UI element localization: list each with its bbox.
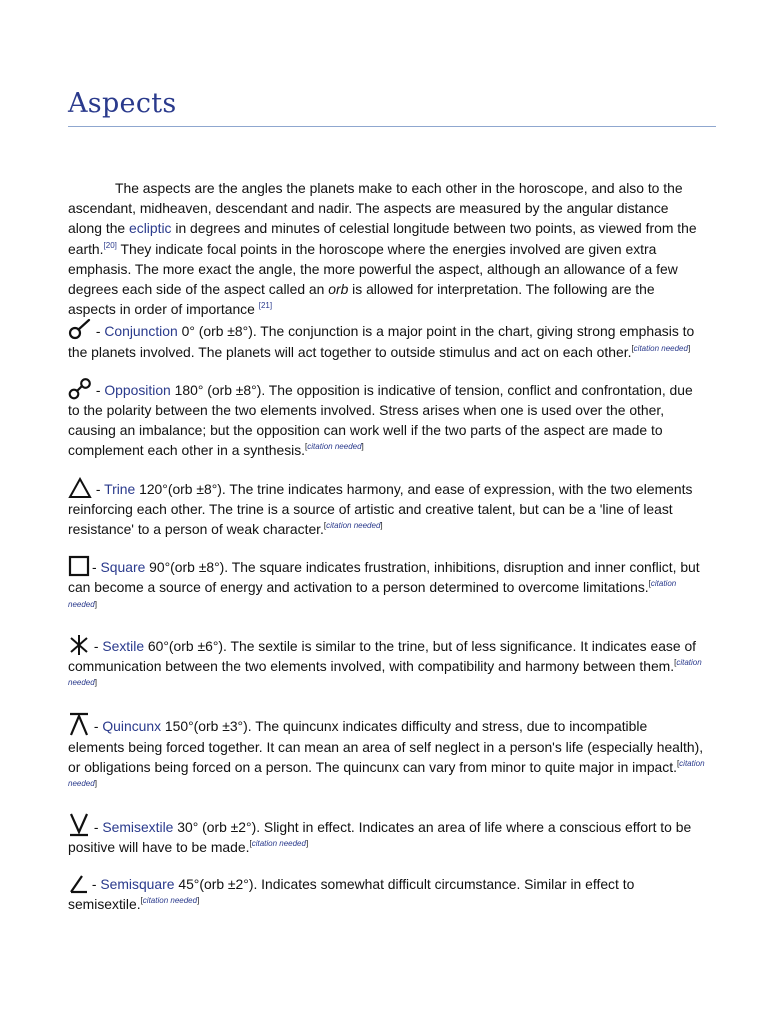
aspect-name-link[interactable]: Sextile xyxy=(102,637,145,654)
aspect-dash: - xyxy=(92,323,105,340)
aspect-description: 45°(orb ±2°). Indicates somewhat difficult circumstance. Similar in effect to semisextile. xyxy=(68,875,635,912)
aspects-list xyxy=(68,319,706,914)
aspect-dash: - xyxy=(90,819,103,836)
opposition-icon xyxy=(68,378,92,400)
citation-close-bracket: ] xyxy=(687,343,691,353)
citation-needed[interactable] xyxy=(249,839,308,848)
intro-text-2: in degrees and minutes of celestial longitude between two points, as viewed from the earth. xyxy=(68,220,697,257)
citation-close-bracket: ] xyxy=(197,895,200,905)
citation-needed[interactable] xyxy=(324,521,383,530)
citation-open-bracket: [ xyxy=(140,895,143,905)
aspect-name-link[interactable]: Opposition xyxy=(104,381,171,398)
reference-21[interactable]: [21] xyxy=(258,301,273,311)
citation-close-bracket: ] xyxy=(380,521,383,531)
citation-text[interactable]: citation needed xyxy=(307,442,362,452)
citation-needed[interactable] xyxy=(631,344,690,353)
aspect-semisquare xyxy=(68,874,706,914)
aspect-dash: - xyxy=(92,381,105,398)
aspect-name-link[interactable]: Square xyxy=(100,559,146,576)
citation-open-bracket: [ xyxy=(648,579,651,589)
citation-open-bracket: [ xyxy=(631,343,634,353)
citation-close-bracket: ] xyxy=(305,839,309,849)
citation-text[interactable]: citation needed xyxy=(142,895,198,905)
citation-close-bracket: ] xyxy=(94,599,97,609)
quincunx-icon xyxy=(68,712,90,736)
page-title: Aspects xyxy=(68,88,177,119)
citation-close-bracket: ] xyxy=(94,779,97,789)
aspect-quincunx xyxy=(68,712,706,797)
citation-close-bracket: ] xyxy=(94,678,97,688)
square-icon xyxy=(68,555,92,577)
semisquare-icon xyxy=(68,874,88,894)
citation-text[interactable]: citation needed xyxy=(68,658,702,688)
conjunction-icon xyxy=(68,319,92,341)
aspect-dash: - xyxy=(90,637,103,654)
aspect-dash: - xyxy=(92,559,101,576)
citation-open-bracket: [ xyxy=(676,758,680,768)
intro-text-4: is allowed for interpretation. The following are the aspects in order of importance xyxy=(68,281,655,318)
aspect-description: 30° (orb ±2°). Slight in effect. Indicates an area of life where a conscious effort to be positive will have to be made. xyxy=(68,819,692,856)
sextile-icon xyxy=(68,634,90,656)
citation-text[interactable]: citation needed xyxy=(326,521,381,531)
aspect-trine xyxy=(68,477,706,540)
intro-text-3: They indicate focal points in the horoscope where the energies involved are given extra emphasis. The more exact the angle, the more powerful the aspect, although an allowance of a few degrees each side of the aspect called an xyxy=(68,240,678,298)
semisextile-icon xyxy=(68,813,90,837)
aspect-description: 60°(orb ±6°). The sextile is similar to the trine, but of less significance. It indicates ease of communication between the two elements involved, with compatibility and harmony between them. xyxy=(68,637,697,675)
aspect-name-link[interactable]: Trine xyxy=(104,480,136,497)
aspect-square xyxy=(68,555,706,618)
aspect-description: 180° (orb ±8°). The opposition is indicative of tension, conflict and confrontation, due to the polarity between the two elements involved. Stress arises when one is used over the other, causing an imbalance; but the opposition can work well if the two parts of the aspect are made to complement each other in a synthesis. xyxy=(68,381,693,459)
aspect-dash: - xyxy=(92,480,105,497)
orb-term: orb xyxy=(328,281,349,298)
aspect-dash: - xyxy=(88,875,101,892)
aspect-description: 120°(orb ±8°). The trine indicates harmony, and ease of expression, with the two elements reinforcing each other. The trine is a source of artistic and creative talent, but can be a 'line of least resistance' to a person of weak character. xyxy=(68,480,693,538)
intro-paragraph xyxy=(68,178,706,319)
citation-text[interactable]: citation needed xyxy=(68,758,705,789)
citation-needed[interactable] xyxy=(305,442,364,451)
aspect-name-link[interactable]: Conjunction xyxy=(104,323,178,340)
citation-text[interactable]: citation needed xyxy=(68,579,677,609)
citation-close-bracket: ] xyxy=(361,442,364,452)
aspect-conjunction xyxy=(68,319,706,361)
aspect-name-link[interactable]: Semisquare xyxy=(100,875,175,892)
reference-20[interactable]: [20] xyxy=(103,240,117,250)
citation-open-bracket: [ xyxy=(674,658,677,668)
aspect-description: 90°(orb ±8°). The square indicates frustration, inhibitions, disruption and inner conflict, but can become a source of energy and activation to a person determined to overcome limitations. xyxy=(68,559,700,596)
ecliptic-link[interactable]: ecliptic xyxy=(129,220,172,237)
aspect-description: 0° (orb ±8°). The conjunction is a major point in the chart, giving strong emphasis to the planets involved. The planets will act together to outside stimulus and act on each other. xyxy=(68,323,695,360)
trine-icon xyxy=(68,477,92,499)
citation-text[interactable]: citation needed xyxy=(633,343,688,353)
citation-text[interactable]: citation needed xyxy=(251,839,306,849)
aspect-name-link[interactable]: Semisextile xyxy=(102,819,174,836)
aspect-description: 150°(orb ±3°). The quincunx indicates difficulty and stress, due to incompatible elements being forced together. It can mean an area of self neglect in a person's life (especially health), or obligations being forced on a person. The quincunx can vary from minor to quite major in impact. xyxy=(68,718,704,775)
aspect-name-link[interactable]: Quincunx xyxy=(102,718,162,735)
intro-text-1: The aspects are the angles the planets make to each other in the horoscope, and also to the ascendant, midheaven, descendant and nadir. The aspects are measured by the angular distance along the xyxy=(68,180,683,237)
title-underline xyxy=(68,126,716,127)
citation-open-bracket: [ xyxy=(323,521,327,531)
aspect-semisextile xyxy=(68,813,706,857)
citation-needed[interactable] xyxy=(141,896,200,905)
aspect-sextile xyxy=(68,634,706,697)
citation-open-bracket: [ xyxy=(305,442,308,452)
aspect-dash: - xyxy=(90,718,103,735)
document-body xyxy=(68,178,706,930)
aspect-opposition xyxy=(68,378,706,461)
citation-open-bracket: [ xyxy=(249,839,252,849)
